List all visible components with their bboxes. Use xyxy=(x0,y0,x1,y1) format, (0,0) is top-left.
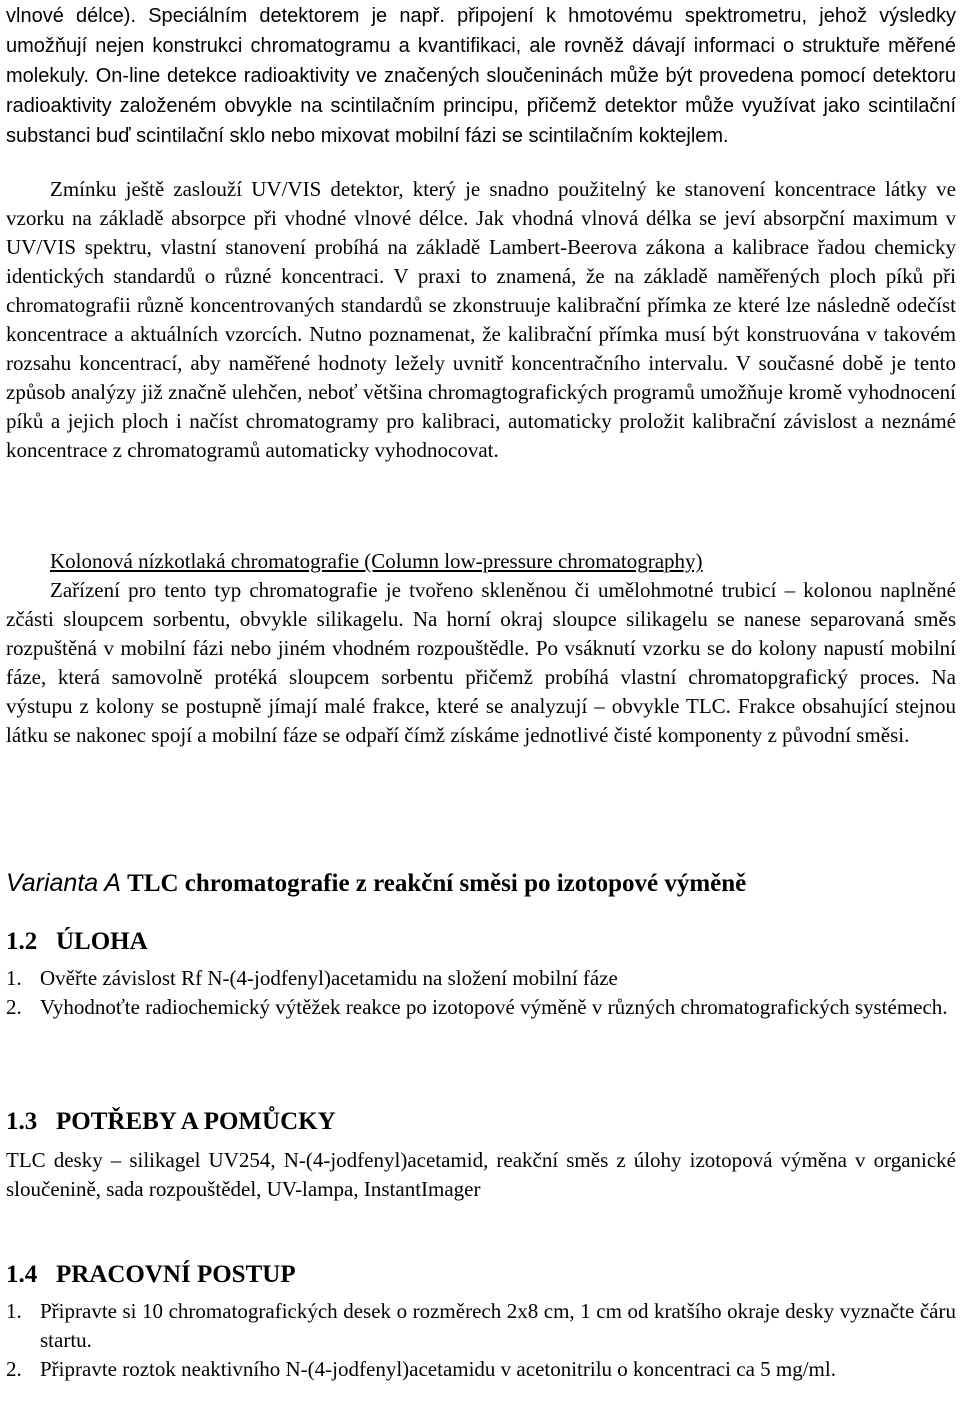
postup-list xyxy=(6,1297,956,1384)
section-number: 1.4 xyxy=(6,1261,38,1288)
intro-paragraph xyxy=(6,1,956,151)
variant-label: Varianta A xyxy=(6,869,121,897)
variant-heading xyxy=(6,866,746,901)
list-item: 1. Připravte si 10 chromatografických desek o rozměrech 2x8 cm, 1 cm od kratšího okraje desky vyznačte čáru startu. xyxy=(6,1299,956,1352)
section-number: 1.3 xyxy=(6,1108,38,1135)
uloha-list xyxy=(6,964,956,1022)
column-section-body: Zařízení pro tento typ chromatografie je tvořeno skleněnou či umělohmotné trubicí – kolonou naplněné zčásti sloupcem sorbentu, obvykle silikagelu. Na horní okraj sloupce silikagelu se nanese separovaná směs rozpuštěná v mobilní fázi nebo jiném vhodném rozpouštědle. Po vsáknutí vzorku se do kolony napustí mobilní fáze, která samovolně protéká sloupcem sorbentu přičemž probíhá vlastní chromatopgrafický proces. Na výstupu z kolony se postupně jímají malé frakce, které se analyzují – obvykle TLC. Frakce obsahující stejnou látku se nakonec spojí a mobilní fáze se odpaří čímž získáme jednotlivé čisté komponenty z původní směsi. xyxy=(6,578,956,747)
column-section-heading: Kolonová nízkotlaká chromatografie (Column low-pressure chromatography) xyxy=(50,549,703,573)
section-title: ÚLOHA xyxy=(56,928,148,955)
section-heading-postup xyxy=(6,1258,296,1292)
column-section xyxy=(6,547,956,750)
uv-vis-paragraph: Zmínku ještě zaslouží UV/VIS detektor, který je snadno použitelný ke stanovení koncentrace látky ve vzorku na základě absorpce při vhodné vlnové délce. Jak vhodná vlnová délka se jeví absorpční maximum v UV/VIS spektru, vlastní stanovení probíhá na základě Lambert-Beerova zákona a kalibrace řadou chemicky identických standardů o různé koncentraci. V praxi to znamená, že na základě naměřených ploch píků při chromatografii různě koncentrovaných standardů se zkonstruuje kalibrační přímka ze které lze následně odečíst koncentrace a aktuálních vzorcích. Nutno poznamenat, že kalibrační přímka musí být konstruována v takovém rozsahu koncentrací, aby naměřené hodnoty ležely uvnitř koncentračního intervalu. V současné době je tento způsob analýzy již značně ulehčen, neboť většina chromagtografických programů umožňuje kromě vyhodnocení píků a jejich ploch i načíst chromatogramy pro kalibraci, automaticky proložit kalibrační závislost a neznámé koncentrace z chromatogramů automaticky vyhodnocovat. xyxy=(6,177,956,462)
potreby-body: TLC desky – silikagel UV254, N-(4-jodfenyl)acetamid, reakční směs z úlohy izotopová výměna v organické sloučenině, sada rozpouštědel, UV-lampa, InstantImager xyxy=(6,1148,956,1201)
list-item: 2. Vyhodnoťte radiochemický výtěžek reakce po izotopové výměně v různých chromatografických systémech. xyxy=(6,995,948,1019)
list-item: 2. Připravte roztok neaktivního N-(4-jodfenyl)acetamidu v acetonitrilu o koncentraci ca 5 mg/ml. xyxy=(6,1357,836,1381)
section-title: POTŘEBY A POMŮCKY xyxy=(56,1108,336,1135)
section-heading-potreby xyxy=(6,1105,336,1139)
variant-title: TLC chromatografie z reakční směsi po izotopové výměně xyxy=(127,870,747,897)
list-item: 1. Ověřte závislost Rf N-(4-jodfenyl)acetamidu na složení mobilní fáze xyxy=(6,966,618,990)
section-title: PRACOVNÍ POSTUP xyxy=(56,1261,296,1288)
section-number: 1.2 xyxy=(6,928,38,955)
section-heading-uloha xyxy=(6,925,148,959)
intro-sans-text: vlnové délce). Speciálním detektorem je např. připojení k hmotovému spektrometru, jehož výsledky umožňují nejen konstrukci chromatogramu a kvantifikaci, ale rovněž dávají informaci o struktuře měřené molekuly. On-line detekce radioaktivity ve značených sloučeninách může být provedena pomocí detektoru radioaktivity založeném obvykle na scintilačním principu, přičemž detektor může využívat jako scintilační substanci buď scintilační sklo nebo mixovat mobilní fázi se scintilačním koktejlem. xyxy=(6,5,956,147)
